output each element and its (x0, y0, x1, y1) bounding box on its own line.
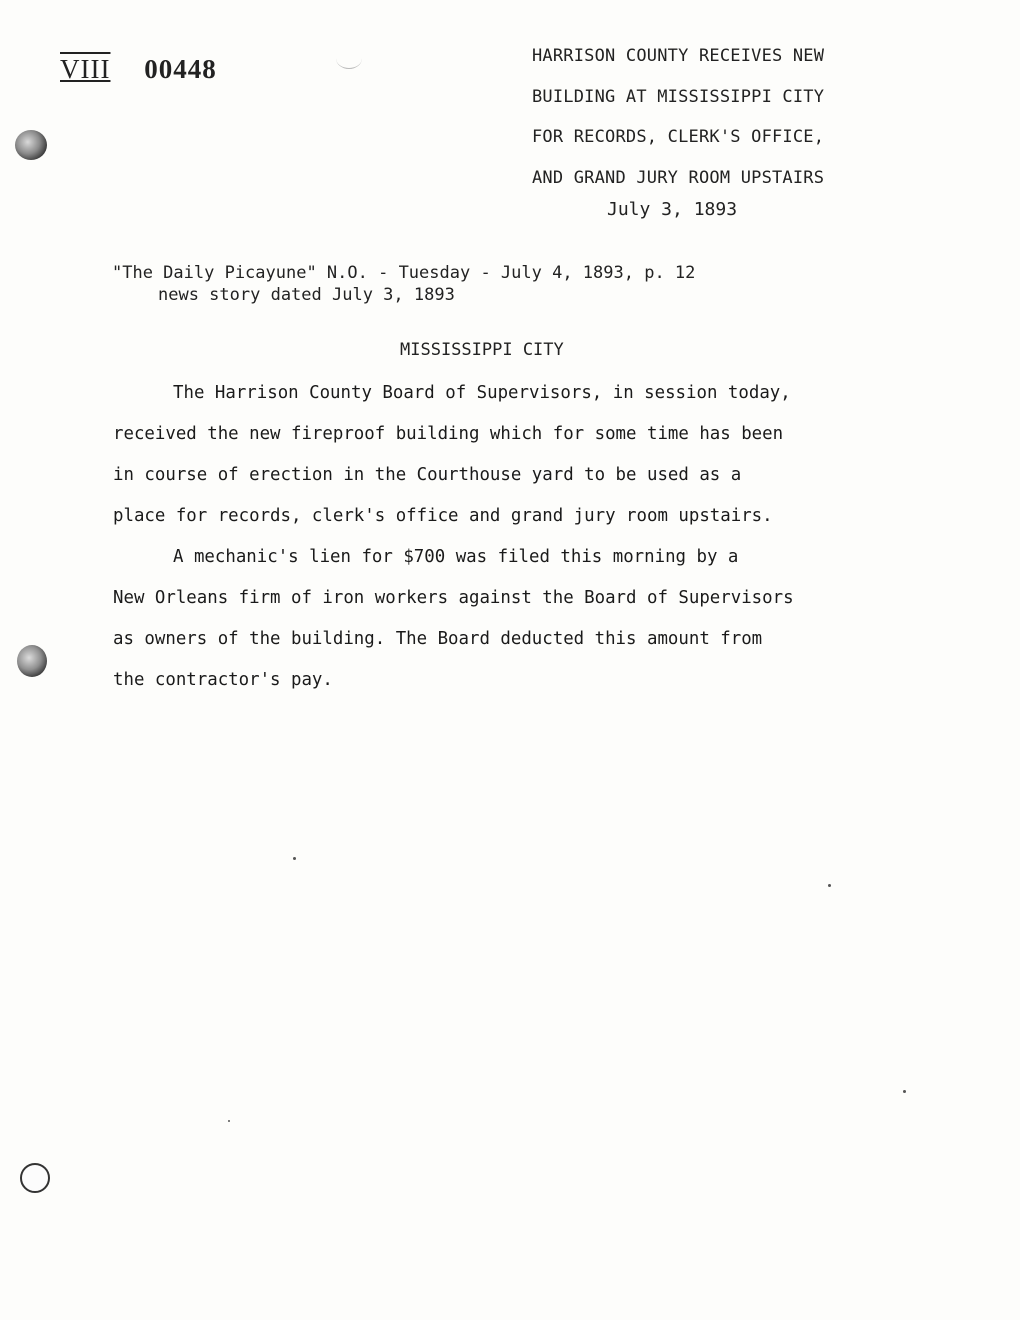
headline (532, 36, 902, 198)
headline-line: BUILDING AT MISSISSIPPI CITY (532, 86, 825, 107)
file-number-value: 00448 (144, 54, 217, 84)
file-number (60, 54, 217, 85)
headline-line: AND GRAND JURY ROOM UPSTAIRS (532, 167, 825, 188)
article-line: New Orleans firm of iron workers against the Board of Supervisors (113, 588, 794, 608)
punch-hole-icon (20, 1163, 50, 1193)
article-line: A mechanic's lien for $700 was filed this morning by a (173, 547, 739, 567)
article-line: in course of erection in the Courthouse yard to be used as a (113, 465, 742, 485)
scan-speck (903, 1090, 906, 1093)
scan-artifact (336, 48, 362, 69)
file-roman-numeral: VIII (60, 54, 111, 84)
article-line: place for records, clerk's office and grand jury room upstairs. (113, 506, 773, 526)
source-line-1: "The Daily Picayune" N.O. - Tuesday - July 4, 1893, p. 12 (112, 263, 696, 283)
article-line: received the new fireproof building which for some time has been (113, 424, 784, 444)
article-line: The Harrison County Board of Supervisors, in session today, (173, 383, 791, 403)
scan-speck (293, 857, 296, 860)
article-paragraph-1 (113, 373, 913, 537)
article-paragraph-2 (113, 537, 913, 701)
headline-date: July 3, 1893 (607, 199, 738, 220)
source-citation (112, 262, 695, 306)
article-body (113, 373, 913, 701)
scan-speck (228, 1120, 230, 1122)
headline-line: HARRISON COUNTY RECEIVES NEW (532, 46, 825, 66)
punch-hole-icon (15, 130, 47, 160)
punch-hole-icon (17, 645, 47, 677)
article-dateline: MISSISSIPPI CITY (400, 340, 564, 360)
headline-line: FOR RECORDS, CLERK'S OFFICE, (532, 127, 825, 147)
source-line-2: news story dated July 3, 1893 (158, 285, 455, 305)
article-line: the contractor's pay. (113, 670, 333, 690)
scan-speck (828, 884, 831, 887)
article-line: as owners of the building. The Board deducted this amount from (113, 629, 763, 649)
